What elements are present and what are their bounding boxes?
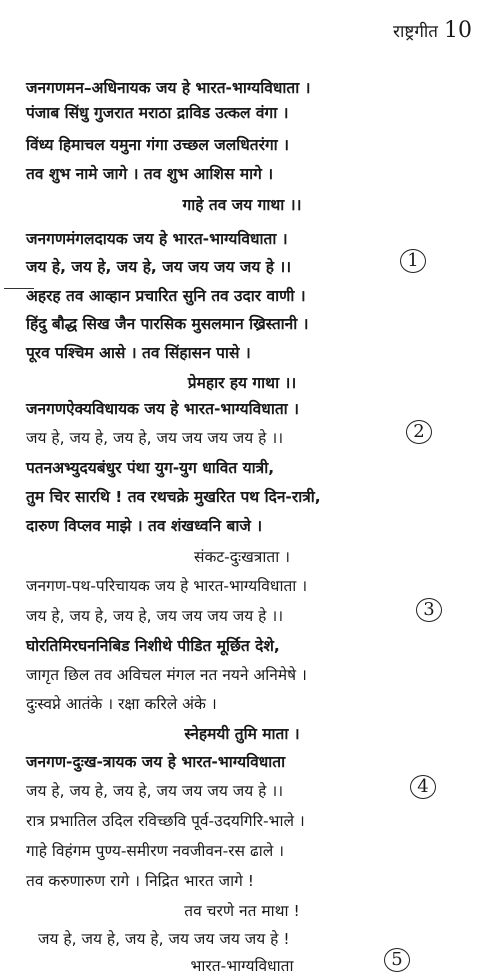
page-number: 10 (444, 18, 472, 43)
refrain-line: प्रेमहार हय गाथा ।। (187, 374, 297, 392)
verse-line: जनगण-दुःख-त्रायक जय हे भारत-भाग्यविधाता (26, 753, 286, 771)
verse-line: अहरह तव आव्हान प्रचारित सुनि तव उदार वाणी । (26, 287, 306, 305)
stanza-number-mark: 3 (416, 598, 442, 622)
header-title: राष्ट्रगीत (393, 22, 438, 42)
stanza-number-mark: 4 (410, 775, 436, 799)
verse-line: पतनअभ्युदयबंधुर पंथा युग-युग धावित यात्री, (26, 459, 275, 477)
verse-line: गाहे विहंगम पुण्य-समीरण नवजीवन-रस ढाले । (26, 842, 285, 860)
verse-line: तव करुणारुण रागे । निद्रित भारत जागे ! (26, 872, 255, 890)
stanza-number-mark: 1 (400, 249, 426, 273)
verse-line: पंजाब सिंधु गुजरात मराठा द्राविड उत्कल वंगा । (26, 104, 289, 122)
chorus-line: जय हे, जय हे, जय हे, जय जय जय जय हे ।। (26, 258, 292, 276)
verse-line: तव शुभ नामे जागे । तव शुभ आशिस मागे । (26, 165, 274, 183)
verse-line: दुःस्वप्ने आतंके । रक्षा करिले अंके । (26, 695, 217, 713)
verse-line: जनगण-पथ-परिचायक जय हे भारत-भाग्यविधाता । (26, 577, 308, 595)
stanza-number-mark: 5 (384, 948, 410, 972)
chorus-line: जय हे, जय हे, जय हे, जय जय जय जय हे ! (38, 930, 290, 948)
chorus-line: जय हे, जय हे, जय हे, जय जय जय जय हे ।। (26, 429, 284, 447)
refrain-line: गाहे तव जय गाथा ।। (182, 196, 302, 214)
refrain-line: तव चरणे नत माथा ! (184, 902, 300, 920)
verse-line: तुम चिर सारथि ! तव रथचक्रे मुखरित पथ दिन-रात्री, (26, 488, 321, 506)
verse-line: दारुण विप्लव माझे । तव शंखध्वनि बाजे । (26, 517, 263, 535)
refrain-line: संकट-दुःखत्राता । (193, 548, 291, 566)
verse-line: विंध्य हिमाचल यमुना गंगा उच्छल जलधितरंगा । (26, 136, 289, 154)
chorus-line: जय हे, जय हे, जय हे, जय जय जय जय हे ।। (26, 782, 284, 800)
verse-line: जागृत छिल तव अविचल मंगल नत नयने अनिमेषे । (26, 666, 307, 684)
verse-line: जनगणमंगलदायक जय हे भारत-भाग्यविधाता । (26, 230, 288, 248)
page-header (393, 18, 472, 43)
verse-line: पूरव पश्चिम आसे । तव सिंहासन पासे । (26, 344, 251, 362)
chorus-line: जय हे, जय हे, जय हे, जय जय जय जय हे ।। (26, 607, 284, 625)
verse-line: घोरतिमिरघननिबिड निशीथे पीडित मूर्छित देशे, (26, 637, 280, 655)
verse-line: जनगणमन–अधिनायक जय हे भारत-भाग्यविधाता । (26, 79, 311, 97)
verse-line: जनगणऐक्यविधायक जय हे भारत-भाग्यविधाता । (26, 400, 299, 418)
refrain-line: स्नेहमयी तुमि माता । (184, 725, 300, 743)
verse-line: रात्र प्रभातिल उदिल रविच्छवि पूर्व-उदयगिरि-भाले । (26, 812, 305, 830)
verse-line: हिंदु बौद्ध सिख जैन पारसिक मुसलमान ख्रिस्तानी । (26, 315, 309, 333)
stanza-number-mark: 2 (406, 420, 432, 444)
final-line: भारत-भाग्यविधाता (190, 957, 294, 975)
